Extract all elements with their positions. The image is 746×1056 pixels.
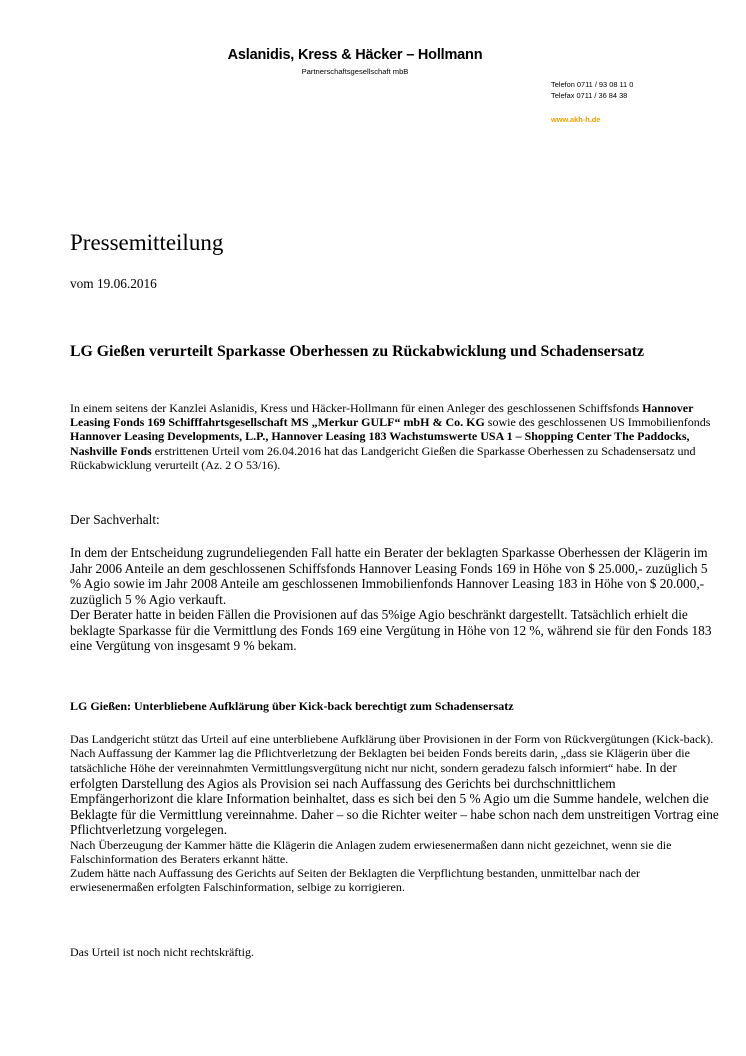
intro-paragraph — [70, 401, 718, 472]
phone-number: Telefon 0711 / 93 08 11 0 — [551, 80, 634, 89]
closing-statement: Das Urteil ist noch nicht rechtskräftig. — [70, 945, 254, 959]
intro-text: In einem seitens der Kanzlei Aslanidis, Kress und Häcker-Hollmann für einen Anleger des geschlossenen Schiffsfonds — [70, 401, 643, 415]
facts-section — [70, 545, 720, 654]
document-title: Pressemitteilung — [70, 230, 224, 255]
fund-name-realestate: Hannover Leasing Developments, L.P., Hannover Leasing 183 Wachstumswerte USA 1 – Shopping Center The Paddocks, Nashville Fonds — [70, 429, 690, 458]
firm-type: Partnerschaftsgesellschaft mbB — [301, 67, 409, 76]
reasoning-section — [70, 732, 720, 894]
document-date: vom 19.06.2016 — [70, 276, 157, 291]
reasoning-text: In der erfolgten Darstellung des Agios als Provision sei nach Auffassung des Gerichts bei durchschnittlichem Empfängerhorizont die klare Information beinhaltet, dass es sich bei den 5 % Agio um die Summe handele, welchen die Beklagte für die Vermittlung vereinnahme. Daher – so die Richter weiter – habe schon nach dem unstreitigen Vortrag eine Pflichtverletzung vorgelegen. — [70, 760, 719, 838]
reasoning-paragraph: Das Landgericht stützt das Urteil auf eine unterbliebene Aufklärung über Provisionen in der Form von Rückvergütungen (Kick-back). — [70, 732, 714, 746]
facts-paragraph: Der Berater hatte in beiden Fällen die Provisionen auf das 5%ige Agio beschränkt dargestellt. Tatsächlich erhielt die beklagte Sparkasse für die Vermittlung des Fonds 169 eine Vergütung in Höhe von 12 %, während sie für den Fonds 183 eine Vergütung von insgesamt 9 % bekam. — [70, 607, 712, 653]
press-headline: LG Gießen verurteilt Sparkasse Oberhessen zu Rückabwicklung und Schadensersatz — [70, 343, 645, 360]
intro-text: sowie des geschlossenen US Immobilienfonds — [484, 415, 711, 430]
intro-text: erstrittenen Urteil vom 26.04.2016 hat das Landgericht Gießen die Sparkasse Oberhessen zu Schadensersatz und Rückabwicklung verurteilt (Az. 2 O 53/16). — [70, 443, 696, 472]
section-subheading: LG Gießen: Unterbliebene Aufklärung über Kick-back berechtigt zum Schadensersatz — [70, 699, 514, 713]
reasoning-text: Nach Auffassung der Kammer lag die Pflichtverletzung der Beklagten bei beiden Fonds bereits darin, „dass sie Klägerin über die tatsächliche Höhe der vereinnahmten Vermittlungsvergütung nicht nur nicht, sondern geradezu falsch informiert“ habe. — [70, 746, 690, 776]
firm-name: Aslanidis, Kress & Häcker – Hollmann — [227, 47, 483, 63]
fax-number: Telefax 0711 / 36 84 38 — [551, 90, 628, 100]
fund-name-ship: Hannover Leasing Fonds 169 Schifffahrtsgesellschaft MS „Merkur GULF“ mbH & Co. KG — [70, 401, 694, 430]
facts-label: Der Sachverhalt: — [70, 512, 160, 527]
facts-paragraph: In dem der Entscheidung zugrundeliegenden Fall hatte ein Berater der beklagten Sparkasse Oberhessen der Klägerin im Jahr 2006 Anteile an dem geschlossenen Schiffsfonds Hannover Leasing Fonds 169 in Höhe von $ 25.000,- zuzüglich 5 % Agio sowie im Jahr 2008 Anteile am geschlossenen Immobilienfonds Hannover Leasing 183 in Höhe von $ 20.000,- zuzüglich 5 % Agio verkauft. — [70, 545, 708, 607]
website-link[interactable]: www.akh-h.de — [551, 115, 601, 124]
reasoning-paragraph — [70, 746, 720, 838]
contact-block — [551, 80, 633, 101]
reasoning-paragraph: Zudem hätte nach Auffassung des Gerichts auf Seiten der Beklagten die Verpflichtung bestanden, unmittelbar nach der erwiesenermaßen erfolgten Falschinformation, selbige zu korrigieren. — [70, 865, 641, 894]
reasoning-paragraph: Nach Überzeugung der Kammer hätte die Klägerin die Anlagen zudem erwiesenermaßen dann nicht gezeichnet, wenn sie die Falschinformation des Beraters erkannt hätte. — [70, 837, 672, 866]
